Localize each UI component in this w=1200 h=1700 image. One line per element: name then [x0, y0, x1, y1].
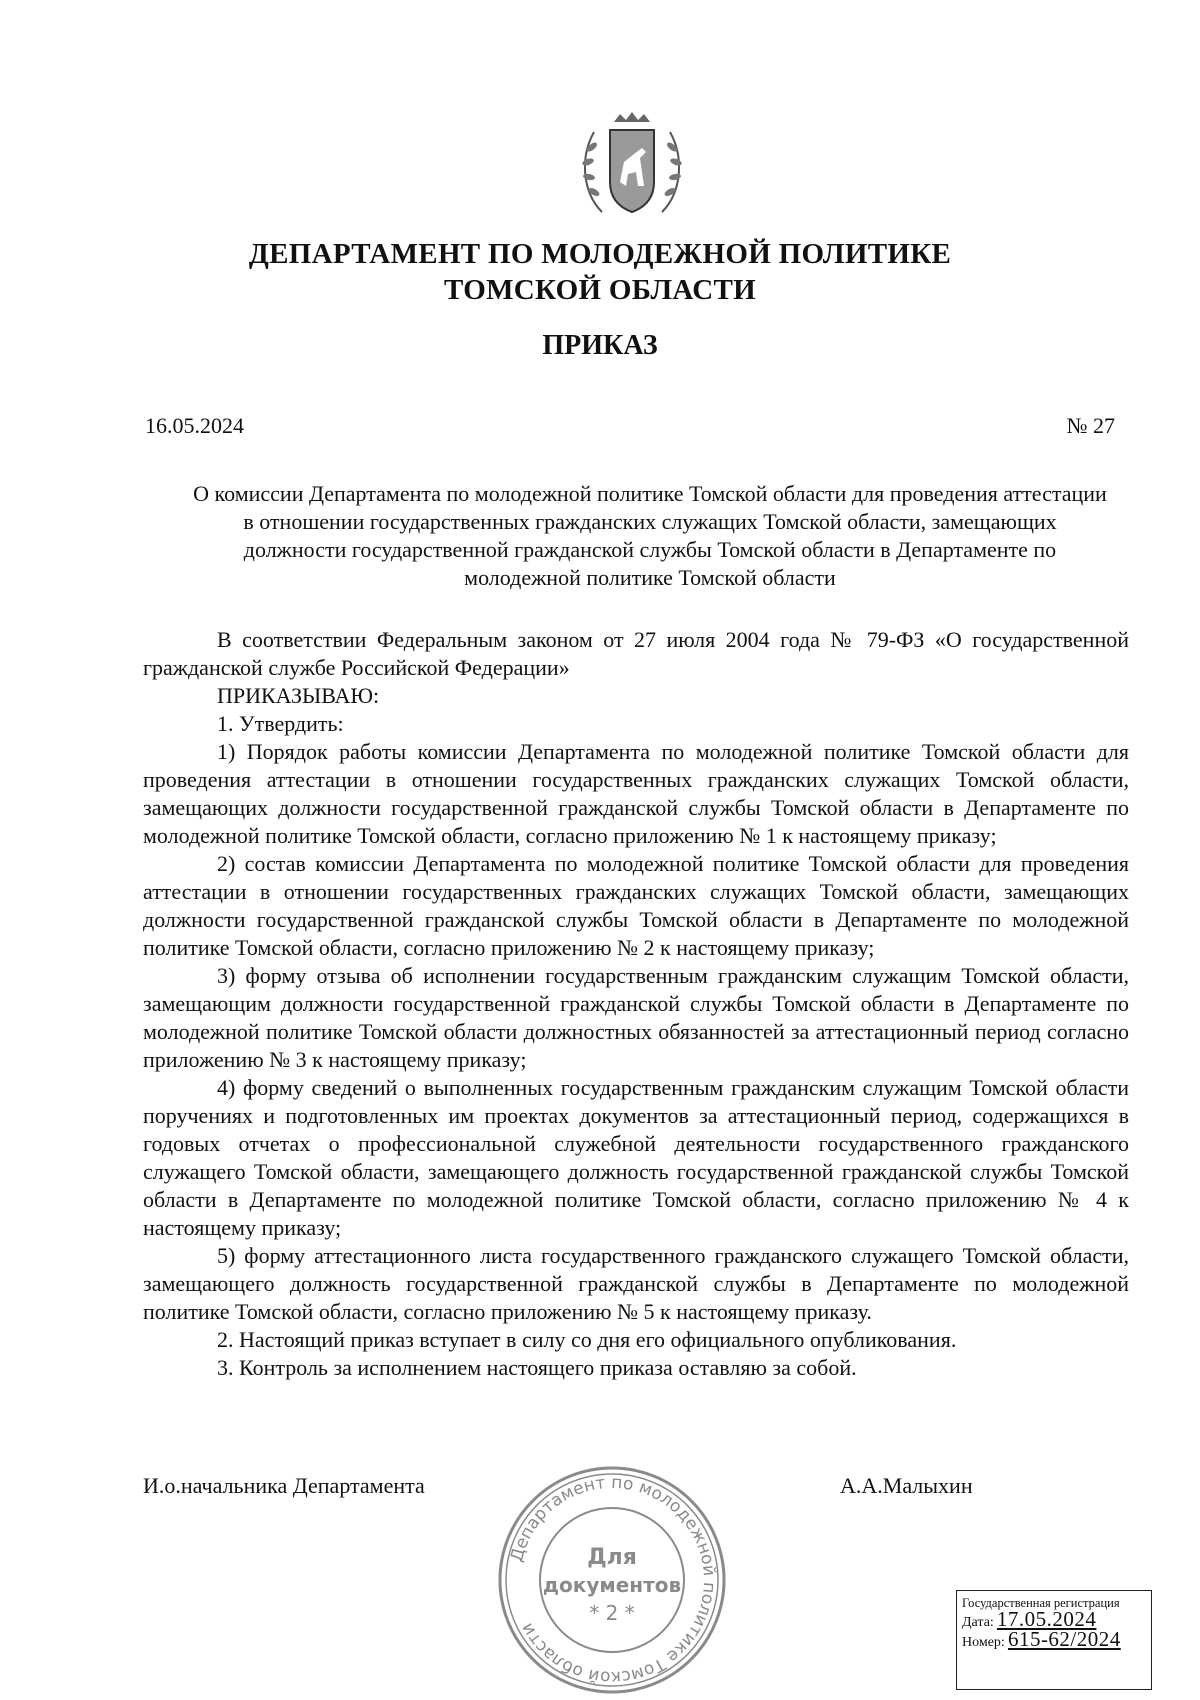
signer-name: А.А.Малыхин	[840, 1473, 973, 1498]
coat-of-arms-emblem	[572, 112, 692, 222]
stamp-ring-text: Департамент по молодежной политике Томской области	[506, 1472, 720, 1688]
department-name-line1: ДЕПАРТАМЕНТ ПО МОЛОДЕЖНОЙ ПОЛИТИКЕ	[248, 238, 952, 270]
registration-number-value: 615-62/2024	[1007, 1627, 1121, 1651]
body-paragraph-control: 3. Контроль за исполнением настоящего приказа оставляю за собой.	[217, 1355, 857, 1380]
registration-number-row	[962, 1627, 1146, 1651]
stamp-center-line3: * 2 *	[589, 1601, 635, 1625]
stamp-center-line1: Для	[587, 1545, 637, 1570]
official-stamp	[492, 1460, 732, 1700]
body-paragraph-order-word: ПРИКАЗЫВАЮ:	[217, 683, 380, 708]
registration-date-label: Дата:	[962, 1615, 994, 1630]
registration-box	[956, 1590, 1152, 1690]
document-type-title: ПРИКАЗ	[542, 330, 658, 361]
registration-date-value: 17.05.2024	[996, 1607, 1097, 1631]
order-date: 16.05.2024	[145, 413, 244, 438]
body-paragraph-item-3: 3) форму отзыва об исполнении государственным гражданским служащим Томской области, замещающим должности государственной гражданской службы Томской области в Департаменте по молодежной политике Томской области должностных обязанностей за аттестационный период согласно приложению № 3 к настоящему приказу;	[143, 963, 1129, 1072]
order-number: № 27	[1066, 413, 1115, 438]
body-paragraph-item-2: 2) состав комиссии Департамента по молодежной политике Томской области для проведения аттестации в отношении государственных гражданских служащих Томской области, замещающих должности государственной гражданской службы Томской области в Департаменте по молодежной политике Томской области, согласно приложению № 2 к настоящему приказу;	[143, 851, 1129, 960]
body-paragraph-approve: 1. Утвердить:	[217, 711, 344, 736]
body-paragraph-item-1: 1) Порядок работы комиссии Департамента по молодежной политике Томской области для проведения аттестации в отношении государственных гражданских служащих Томской области, замещающих должности государственной гражданской службы Томской области в Департаменте по молодежной политике Томской области, согласно приложению № 1 к настоящему приказу;	[143, 739, 1129, 848]
order-body	[143, 626, 1129, 1382]
stamp-center-line2: документов	[542, 1573, 682, 1597]
department-name-line2: ТОМСКОЙ ОБЛАСТИ	[444, 274, 756, 306]
order-subject: О комиссии Департамента по молодежной политике Томской области для проведения аттестации в отношении государственных гражданских служащих Томской области, замещающих должности государственной гражданской службы Томской области в Департаменте по молодежной политике Томской области	[193, 481, 1107, 590]
body-paragraph-effective: 2. Настоящий приказ вступает в силу со дня его официального опубликования.	[217, 1327, 957, 1352]
registration-number-label: Номер:	[962, 1635, 1005, 1650]
body-paragraph-preamble: В соответствии Федеральным законом от 27 июля 2004 года № 79-ФЗ «О государственной гражданской службе Российской Федерации»	[143, 627, 1129, 680]
signer-position: И.о.начальника Департамента	[143, 1473, 425, 1498]
body-paragraph-item-5: 5) форму аттестационного листа государственного гражданского служащего Томской области, замещающего должность государственной гражданской службы в Департаменте по молодежной политике Томской области, согласно приложению № 5 к настоящему приказу.	[143, 1243, 1129, 1324]
registration-title: Государственная регистрация	[962, 1596, 1120, 1610]
body-paragraph-item-4: 4) форму сведений о выполненных государственным гражданским служащим Томской области поручениях и подготовленных им проектах документов за аттестационный период, содержащихся в годовых отчетах о профессиональной служебной деятельности государственного гражданского служащего Томской области, замещающего должность государственной гражданской службы Томской области в Департаменте по молодежной политике Томской области, согласно приложению № 4 к настоящему приказу;	[143, 1075, 1129, 1240]
